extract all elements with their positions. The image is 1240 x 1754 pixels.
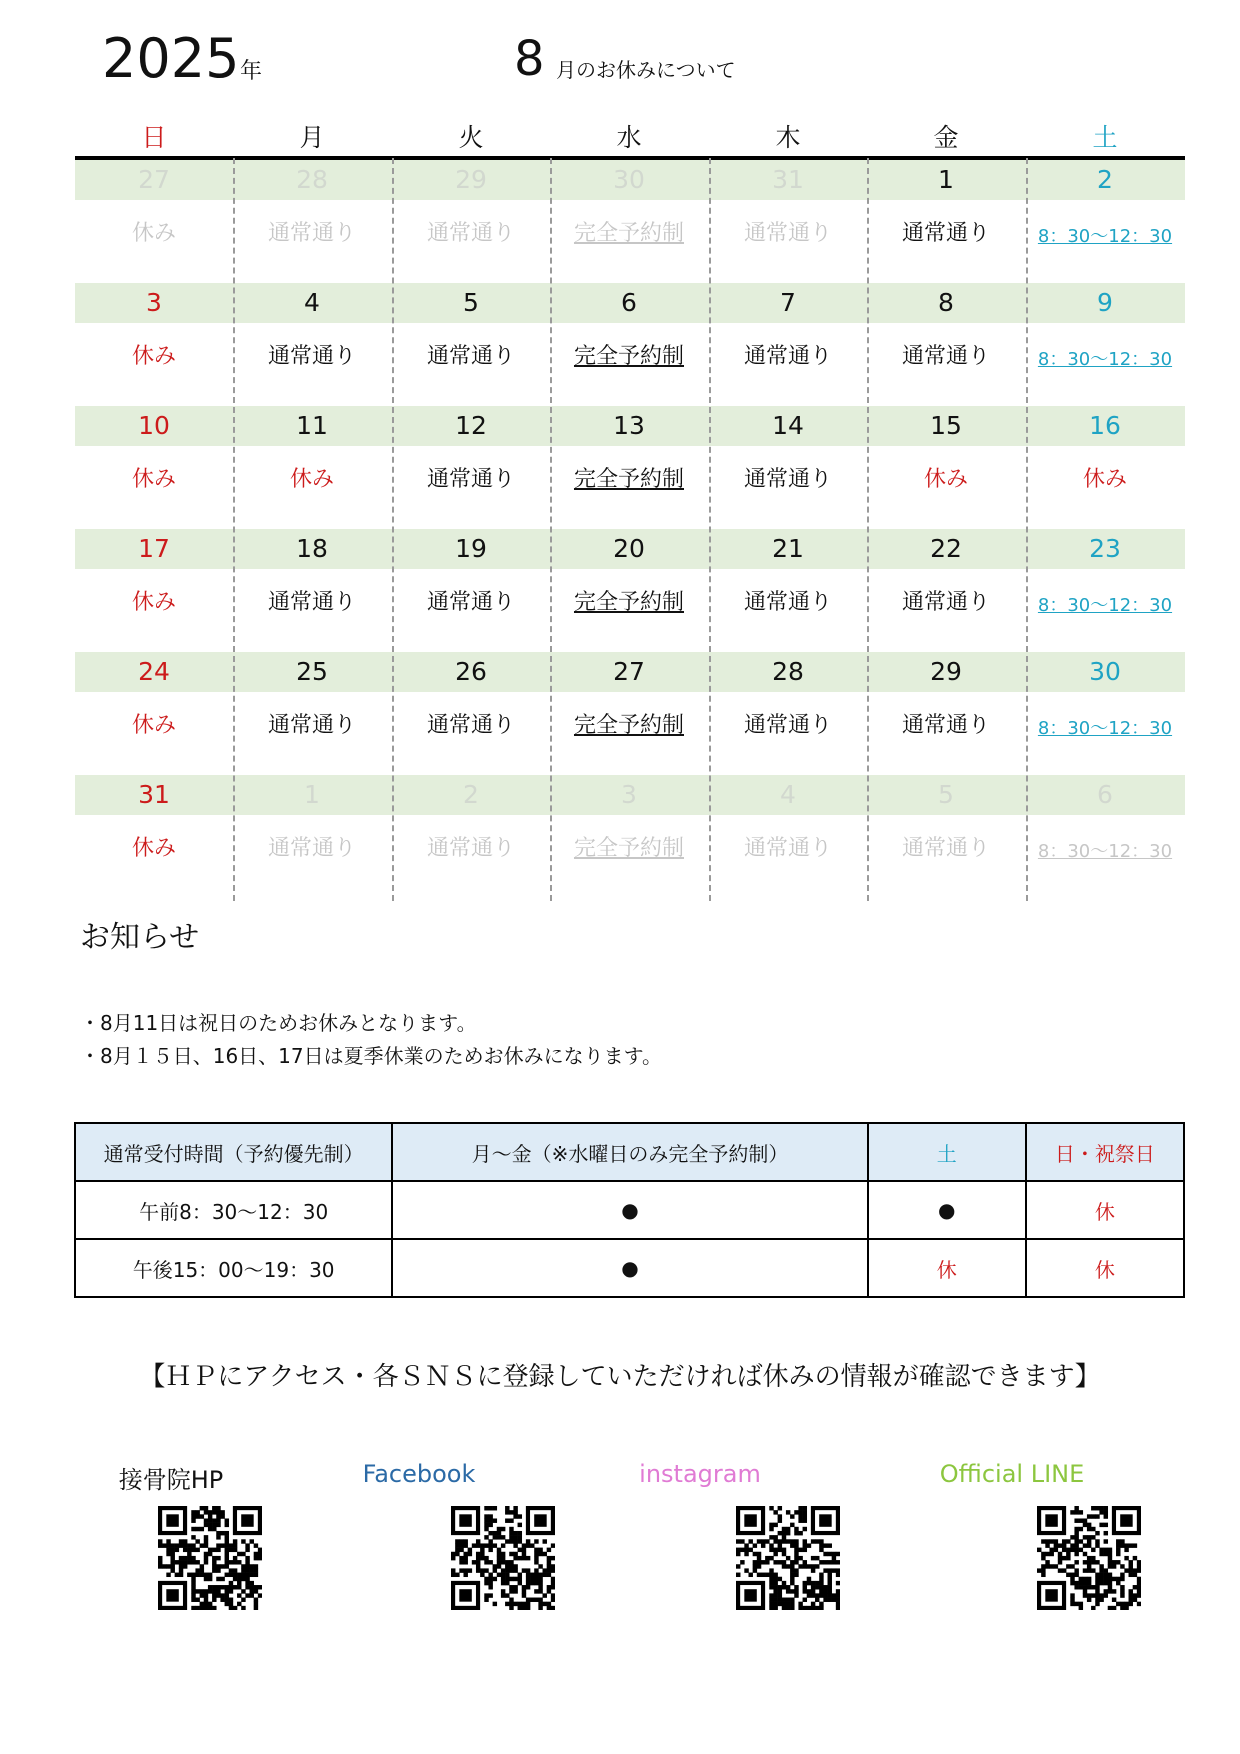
qr-code-instagram[interactable]: [736, 1506, 840, 1610]
hours-header-sun: 日・祝祭日: [1026, 1123, 1184, 1181]
day-status: 休み: [131, 713, 176, 738]
day-status: 通常通り: [426, 713, 515, 738]
day-number: 9: [1097, 288, 1113, 317]
day-cell: [1026, 529, 1184, 651]
day-status: 通常通り: [743, 467, 832, 492]
day-cell: [75, 406, 233, 528]
day-status: 8：30～12：30: [1037, 595, 1173, 616]
sns-label-instagram: instagram: [639, 1460, 761, 1488]
hours-row: [75, 1239, 1184, 1297]
day-number: 29: [455, 165, 487, 194]
hours-row: [75, 1181, 1184, 1239]
day-status: 通常通り: [267, 713, 356, 738]
day-cell: [392, 160, 550, 282]
day-status: 通常通り: [267, 344, 356, 369]
day-cell: [867, 529, 1025, 651]
weekday-mon: 月: [299, 123, 325, 152]
day-cell: [75, 529, 233, 651]
notice-title: お知らせ: [80, 920, 200, 955]
day-number: 8: [938, 288, 954, 317]
day-status: 休み: [1082, 467, 1127, 492]
day-number: 14: [772, 411, 804, 440]
day-number: 1: [304, 780, 320, 809]
day-status: 完全予約制: [573, 590, 684, 615]
day-status: 通常通り: [901, 590, 990, 615]
qr-code-facebook[interactable]: [451, 1506, 555, 1610]
qr-code-hp[interactable]: [158, 1506, 262, 1610]
day-number: 30: [613, 165, 645, 194]
day-number: 2: [1097, 165, 1113, 194]
day-status: 通常通り: [743, 221, 832, 246]
day-status: 通常通り: [743, 590, 832, 615]
day-number: 12: [455, 411, 487, 440]
day-number: 20: [613, 534, 645, 563]
day-cell: [550, 283, 708, 405]
weekday-tue: 火: [458, 123, 484, 152]
weekday-thu: 木: [775, 123, 801, 152]
day-number: 10: [138, 411, 170, 440]
day-cell: [550, 406, 708, 528]
day-cell: [392, 406, 550, 528]
hours-closed: 休: [1026, 1181, 1184, 1239]
day-status: 8：30～12：30: [1037, 718, 1173, 739]
day-status: 通常通り: [901, 221, 990, 246]
day-number: 23: [1089, 534, 1121, 563]
sns-label-facebook: Facebook: [362, 1460, 476, 1488]
calendar: [75, 120, 1185, 900]
day-status: 通常通り: [426, 590, 515, 615]
day-cell: [550, 160, 708, 282]
day-status: 休み: [289, 467, 334, 492]
day-cell: [709, 529, 867, 651]
day-number: 7: [780, 288, 796, 317]
day-cell: [233, 529, 391, 651]
month: 8: [514, 31, 545, 87]
day-number: 5: [938, 780, 954, 809]
day-number: 16: [1089, 411, 1121, 440]
hours-mark: ●: [868, 1181, 1026, 1239]
day-cell: [392, 652, 550, 774]
day-cell: [1026, 406, 1184, 528]
notice-line: ・8月１５日、16日、17日は夏季休業のためお休みになります。: [80, 1044, 663, 1068]
day-status: 休み: [131, 221, 176, 246]
hours-header-sat: 土: [868, 1123, 1026, 1181]
day-number: 2: [463, 780, 479, 809]
day-status: 通常通り: [901, 713, 990, 738]
day-number: 26: [455, 657, 487, 686]
hours-time: 午後15：00～19：30: [75, 1239, 392, 1297]
day-cell: [1026, 283, 1184, 405]
day-status: 通常通り: [267, 590, 356, 615]
hours-closed: 休: [1026, 1239, 1184, 1297]
day-status: 通常通り: [426, 467, 515, 492]
day-number: 13: [613, 411, 645, 440]
day-number: 27: [138, 165, 170, 194]
day-number: 6: [1097, 780, 1113, 809]
day-number: 31: [772, 165, 804, 194]
day-cell: [1026, 652, 1184, 774]
day-status: 通常通り: [426, 836, 515, 861]
day-status: 完全予約制: [573, 221, 684, 246]
day-number: 3: [146, 288, 162, 317]
notice-line: ・8月11日は祝日のためお休みとなります。: [80, 1011, 477, 1035]
day-number: 6: [621, 288, 637, 317]
day-number: 15: [930, 411, 962, 440]
day-cell: [392, 529, 550, 651]
day-status: 休み: [131, 836, 176, 861]
day-number: 4: [780, 780, 796, 809]
day-cell: [233, 775, 391, 897]
weekday-fri: 金: [933, 123, 959, 152]
hours-mark: ●: [392, 1181, 867, 1239]
day-number: 4: [304, 288, 320, 317]
day-number: 25: [296, 657, 328, 686]
qr-code-line[interactable]: [1037, 1506, 1141, 1610]
day-status: 完全予約制: [573, 467, 684, 492]
day-number: 11: [296, 411, 328, 440]
day-cell: [233, 652, 391, 774]
hours-header: 通常受付時間（予約優先制）: [75, 1123, 392, 1181]
day-status: 通常通り: [267, 221, 356, 246]
day-number: 3: [621, 780, 637, 809]
day-cell: [709, 160, 867, 282]
day-number: 18: [296, 534, 328, 563]
day-cell: [1026, 160, 1184, 282]
day-cell: [709, 283, 867, 405]
day-cell: [233, 406, 391, 528]
page-title: 月のお休みについて: [556, 58, 736, 82]
weekday-wed: 水: [616, 123, 642, 152]
day-number: 28: [772, 657, 804, 686]
day-status: 8：30～12：30: [1037, 349, 1173, 370]
day-cell: [75, 652, 233, 774]
day-number: 17: [138, 534, 170, 563]
hours-header: 月～金（※水曜日のみ完全予約制）: [392, 1123, 867, 1181]
day-cell: [75, 283, 233, 405]
day-cell: [1026, 775, 1184, 897]
day-number: 1: [938, 165, 954, 194]
day-cell: [709, 775, 867, 897]
day-cell: [867, 160, 1025, 282]
hours-closed: 休: [868, 1239, 1026, 1297]
day-number: 31: [138, 780, 170, 809]
day-status: 休み: [131, 590, 176, 615]
day-cell: [550, 775, 708, 897]
day-status: 通常通り: [426, 221, 515, 246]
day-status: 完全予約制: [573, 713, 684, 738]
day-cell: [550, 529, 708, 651]
day-number: 28: [296, 165, 328, 194]
year-suffix: 年: [240, 59, 263, 84]
day-number: 21: [772, 534, 804, 563]
sns-message: 【ＨＰにアクセス・各ＳＮＳに登録していただければ休みの情報が確認できます】: [139, 1362, 1101, 1392]
day-status: 完全予約制: [573, 836, 684, 861]
sns-label-hp: 接骨院HP: [118, 1466, 224, 1494]
day-status: 通常通り: [743, 713, 832, 738]
day-cell: [867, 406, 1025, 528]
day-cell: [75, 775, 233, 897]
day-status: 通常通り: [901, 836, 990, 861]
hours-table: [74, 1122, 1185, 1298]
day-number: 27: [613, 657, 645, 686]
day-status: 休み: [923, 467, 968, 492]
day-number: 5: [463, 288, 479, 317]
sns-label-line: Official LINE: [939, 1460, 1085, 1488]
day-status: 8：30～12：30: [1037, 226, 1173, 247]
day-status: 通常通り: [743, 836, 832, 861]
day-number: 19: [455, 534, 487, 563]
day-number: 24: [138, 657, 170, 686]
day-status: 通常通り: [426, 344, 515, 369]
weekday-sat: 土: [1092, 123, 1118, 152]
hours-header-row: [75, 1123, 1184, 1181]
day-cell: [75, 160, 233, 282]
day-number: 30: [1089, 657, 1121, 686]
day-status: 休み: [131, 344, 176, 369]
day-status: 通常通り: [267, 836, 356, 861]
hours-mark: ●: [392, 1239, 867, 1297]
day-cell: [867, 652, 1025, 774]
day-cell: [709, 652, 867, 774]
day-cell: [867, 283, 1025, 405]
day-status: 通常通り: [743, 344, 832, 369]
day-cell: [392, 283, 550, 405]
day-cell: [233, 160, 391, 282]
day-status: 休み: [131, 467, 176, 492]
day-status: 通常通り: [901, 344, 990, 369]
hours-time: 午前8：30～12：30: [75, 1181, 392, 1239]
day-cell: [550, 652, 708, 774]
year: 2025: [102, 27, 240, 90]
day-cell: [867, 775, 1025, 897]
day-status: 8：30～12：30: [1037, 841, 1173, 862]
day-number: 29: [930, 657, 962, 686]
day-cell: [709, 406, 867, 528]
day-number: 22: [930, 534, 962, 563]
day-cell: [233, 283, 391, 405]
day-cell: [392, 775, 550, 897]
day-status: 完全予約制: [573, 344, 684, 369]
weekday-sun: 日: [141, 123, 167, 152]
